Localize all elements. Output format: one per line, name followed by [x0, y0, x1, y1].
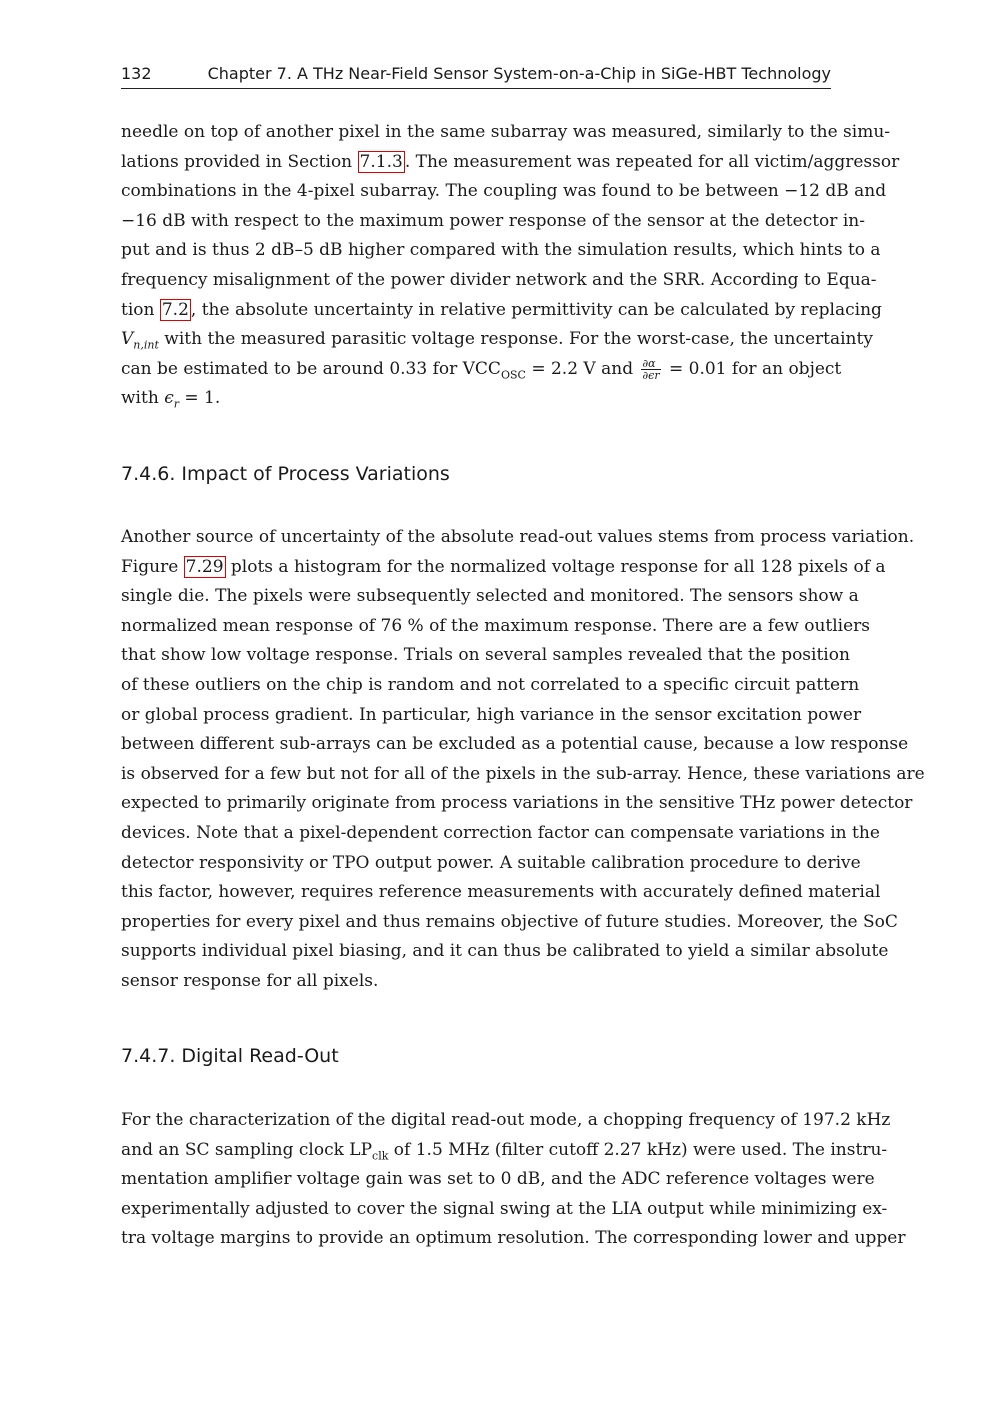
equation-reference-link[interactable]: 7.2 [161, 299, 189, 320]
fraction-denominator: ∂ϵr [642, 368, 660, 382]
text-line: devices. Note that a pixel-dependent correction factor can compensate variations in the [121, 822, 880, 843]
text-line: detector responsivity or TPO output power. A suitable calibration procedure to derive [121, 852, 861, 873]
text-fragment: can be estimated to be around 0.33 for VCC [121, 358, 501, 379]
text-line: combinations in the 4-pixel subarray. The coupling was found to be between −12 dB and [121, 181, 887, 202]
text-fragment: tion [121, 299, 160, 320]
section-heading-747: 7.4.7. Digital Read-Out [121, 1045, 339, 1067]
text-line: this factor, however, requires reference measurements with accurately defined material [121, 882, 881, 903]
math-subscript: clk [372, 1148, 389, 1162]
math-variable: V [121, 329, 134, 350]
math-subscript: n,int [133, 338, 159, 352]
text-fragment: = 2.2 V and [525, 358, 639, 379]
text-fragment: and an SC sampling clock LP [121, 1139, 373, 1160]
section-reference-link[interactable]: 7.1.3 [359, 151, 403, 172]
text-line: between different sub-arrays can be excluded as a potential cause, because a low response [121, 734, 909, 755]
text-line: properties for every pixel and thus remains objective of future studies. Moreover, the SoC [121, 911, 898, 932]
text-fragment: of 1.5 MHz (filter cutoff 2.27 kHz) were used. The instru- [388, 1139, 888, 1160]
text-line: supports individual pixel biasing, and it can thus be calibrated to yield a similar absolute [121, 941, 889, 962]
text-fragment: , the absolute uncertainty in relative permittivity can be calculated by replacing [190, 299, 882, 320]
text-line: frequency misalignment of the power divider network and the SRR. According to Equa- [121, 269, 877, 290]
text-line: tra voltage margins to provide an optimum resolution. The corresponding lower and upper [121, 1228, 906, 1249]
text-line: is observed for a few but not for all of the pixels in the sub-array. Hence, these variations are [121, 763, 925, 784]
text-line: sensor response for all pixels. [121, 970, 379, 991]
text-line [121, 355, 842, 385]
text-line: For the characterization of the digital read-out mode, a chopping frequency of 197.2 kHz [121, 1110, 891, 1130]
text-line: that show low voltage response. Trials on several samples revealed that the position [121, 645, 850, 666]
text-line: experimentally adjusted to cover the signal swing at the LIA output while minimizing ex- [121, 1198, 888, 1219]
figure-reference-link[interactable]: 7.29 [185, 556, 224, 577]
text-fragment: with the measured parasitic voltage response. For the worst-case, the uncertainty [158, 329, 873, 350]
text-fragment: lations provided in Section [121, 151, 358, 172]
section-heading-746: 7.4.6. Impact of Process Variations [121, 463, 450, 485]
text-line: normalized mean response of 76 % of the maximum response. There are a few outliers [121, 615, 871, 636]
text-fragment: = 1. [178, 388, 221, 409]
text-line [121, 296, 882, 326]
page-header [121, 60, 831, 89]
text-fragment: = 0.01 for an object [663, 358, 842, 379]
running-title: Chapter 7. A THz Near-Field Sensor System-on-a-Chip in SiGe-HBT Technology [207, 64, 831, 83]
page-number: 132 [121, 64, 152, 83]
text-fragment: with [121, 388, 165, 409]
text-line: −16 dB with respect to the maximum power response of the sensor at the detector in- [121, 210, 865, 231]
math-subscript: OSC [500, 368, 526, 382]
math-subscript: r [173, 397, 179, 411]
text-line: put and is thus 2 dB–5 dB higher compared with the simulation results, which hints to a [121, 240, 881, 261]
math-fraction [641, 358, 660, 381]
text-line: single die. The pixels were subsequently selected and monitored. The sensors show a [121, 586, 859, 607]
fraction-numerator: ∂α [641, 358, 660, 370]
text-line [121, 384, 831, 414]
paragraph-digital-readout [121, 1106, 906, 1254]
paragraph-process-variations [121, 523, 925, 997]
text-fragment: Figure [121, 556, 184, 577]
paragraph-coupling [121, 118, 900, 414]
text-line: or global process gradient. In particular, high variance in the sensor excitation power [121, 704, 862, 725]
text-fragment: plots a histogram for the normalized voltage response for all 128 pixels of a [225, 556, 886, 577]
text-line: mentation amplifier voltage gain was set to 0 dB, and the ADC reference voltages were [121, 1169, 875, 1190]
text-line: needle on top of another pixel in the same subarray was measured, similarly to the simu- [121, 122, 891, 142]
text-line: expected to primarily originate from process variations in the sensitive THz power detector [121, 793, 913, 814]
math-variable: ϵ [164, 388, 174, 409]
text-line [121, 325, 873, 355]
text-line [121, 553, 886, 583]
text-line [121, 1136, 888, 1166]
text-line [121, 148, 900, 178]
text-fragment: . The measurement was repeated for all victim/aggressor [404, 151, 900, 172]
text-line: of these outliers on the chip is random and not correlated to a specific circuit pattern [121, 674, 860, 695]
text-line: Another source of uncertainty of the absolute read-out values stems from process variation. [121, 527, 915, 547]
